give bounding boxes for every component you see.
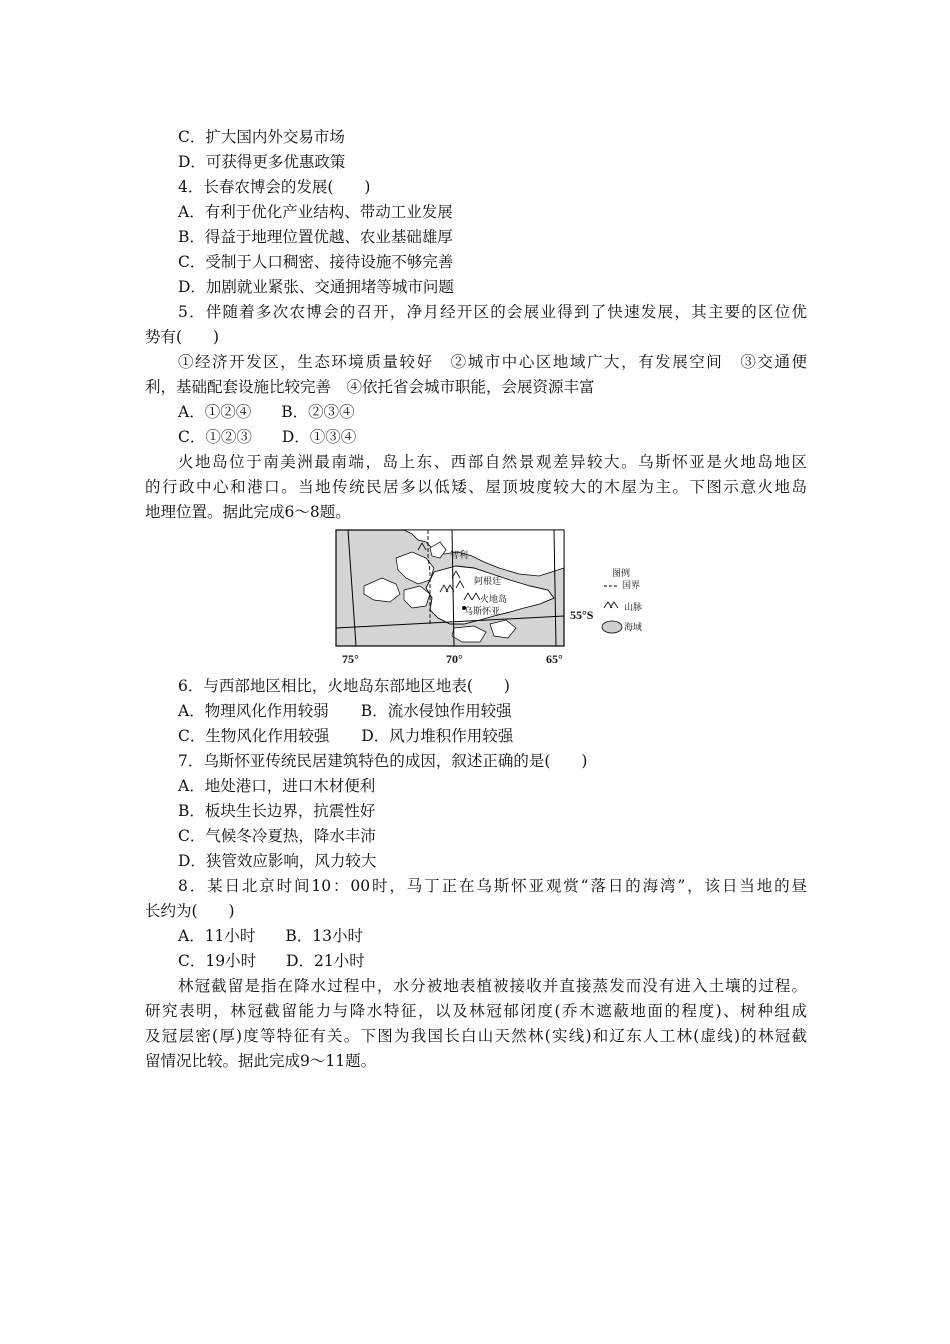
q5-option-c: C．①②③ — [178, 428, 252, 446]
tierra-del-fuego-map — [334, 528, 654, 670]
q5-items-line1: ①经济开发区，生态环境质量较好 ②城市中心区地域广大，有发展空间 ③交通便 — [178, 353, 807, 371]
q6-option-c: C．生物风化作用较强 — [178, 727, 330, 745]
label-longitude-65: 65° — [546, 652, 563, 666]
q3-option-c: C．扩大国内外交易市场 — [178, 128, 345, 146]
passage1-line1: 火地岛位于南美洲最南端，岛上东、西部自然景观差异较大。乌斯怀亚是火地岛地区 — [178, 453, 807, 471]
q5-items-line2: 利，基础配套设施比较完善 ④依托省会城市职能，会展资源丰富 — [145, 378, 595, 396]
q5-stem-line1: 5．伴随着多次农博会的召开，净月经开区的会展业得到了快速发展，其主要的区位优 — [178, 303, 807, 321]
label-longitude-75: 75° — [342, 652, 359, 666]
q5-option-d: D．①③④ — [281, 428, 357, 446]
q8-options-row2 — [178, 951, 365, 971]
legend-mountain-label: 山脉 — [624, 603, 643, 613]
q5-stem-line2: 势有( ) — [145, 328, 220, 346]
q4-option-d: D．加剧就业紧张、交通拥堵等城市问题 — [178, 278, 454, 296]
label-longitude-70: 70° — [446, 652, 463, 666]
q4-option-a: A．有利于优化产业结构、带动工业发展 — [178, 203, 453, 221]
q3-option-d: D．可获得更多优惠政策 — [178, 153, 346, 171]
q8-option-d: D．21小时 — [286, 952, 365, 970]
q8-options-row1 — [178, 926, 363, 946]
q8-option-a: A．11小时 — [178, 927, 256, 945]
passage2-line3: 及冠层密(厚)度等特征有关。下图为我国长白山天然林(实线)和辽东人工林(虚线)的林冠截 — [145, 1027, 807, 1045]
passage2-line1: 林冠截留是指在降水过程中，水分被地表植被接收并直接蒸发而没有进入土壤的过程。 — [178, 977, 807, 995]
q7-option-d: D．狭管效应影响，风力较大 — [178, 852, 377, 870]
passage2-line4: 留情况比较。据此完成9～11题。 — [145, 1052, 377, 1070]
q7-option-c: C．气候冬冷夏热，降水丰沛 — [178, 827, 376, 845]
label-argentina: 阿根廷 — [474, 577, 502, 587]
q5-option-b: B．②③④ — [281, 403, 355, 421]
q8-option-b: B．13小时 — [285, 927, 364, 945]
passage1-line2: 的行政中心和港口。当地传统民居多以低矮、屋顶坡度较大的木屋为主。下图示意火地岛 — [145, 478, 807, 496]
q5-option-a: A．①②④ — [178, 403, 252, 421]
label-ushuaia: 乌斯怀亚 — [464, 607, 501, 617]
q5-options-row2 — [178, 427, 356, 447]
legend-sea-symbol — [602, 621, 622, 633]
q4-option-c: C．受制于人口稠密、接待设施不够完善 — [178, 253, 454, 271]
q8-stem-line1: 8．某日北京时间10：00时，马丁正在乌斯怀亚观赏“落日的海湾”，该日当地的昼 — [178, 877, 807, 895]
q6-stem: 6．与西部地区相比，火地岛东部地区地表( ) — [178, 677, 510, 695]
q5-options-row1 — [178, 402, 355, 422]
label-latitude: 55°S — [570, 608, 594, 622]
q7-option-b: B．板块生长边界，抗震性好 — [178, 802, 376, 820]
q8-option-c: C．19小时 — [178, 952, 257, 970]
q7-option-a: A．地处港口，进口木材便利 — [178, 777, 376, 795]
passage1-line3: 地理位置。据此完成6～8题。 — [145, 503, 351, 521]
label-tierra-del-fuego: 火地岛 — [480, 595, 508, 605]
q6-option-d: D．风力堆积作用较强 — [361, 727, 514, 745]
q6-options-row1 — [178, 701, 512, 721]
legend-title: 图例 — [612, 569, 631, 579]
label-chile: 智利 — [450, 551, 469, 561]
legend-mountain-symbol — [604, 602, 618, 608]
q4-stem: 4．长春农博会的发展( ) — [178, 178, 371, 196]
q6-option-a: A．物理风化作用较弱 — [178, 702, 329, 720]
legend-border-label: 国界 — [622, 581, 641, 591]
q8-stem-line2: 长约为( ) — [145, 902, 235, 920]
q7-stem: 7．乌斯怀亚传统民居建筑特色的成因，叙述正确的是( ) — [178, 752, 588, 770]
q4-option-b: B．得益于地理位置优越、农业基础雄厚 — [178, 228, 453, 246]
passage2-line2: 研究表明，林冠截留能力与降水特征，以及林冠郁闭度(乔木遮蔽地面的程度)、树种组成 — [145, 1002, 807, 1020]
legend-sea-label: 海域 — [624, 623, 643, 633]
q6-option-b: B．流水侵蚀作用较强 — [360, 702, 512, 720]
q6-options-row2 — [178, 726, 513, 746]
